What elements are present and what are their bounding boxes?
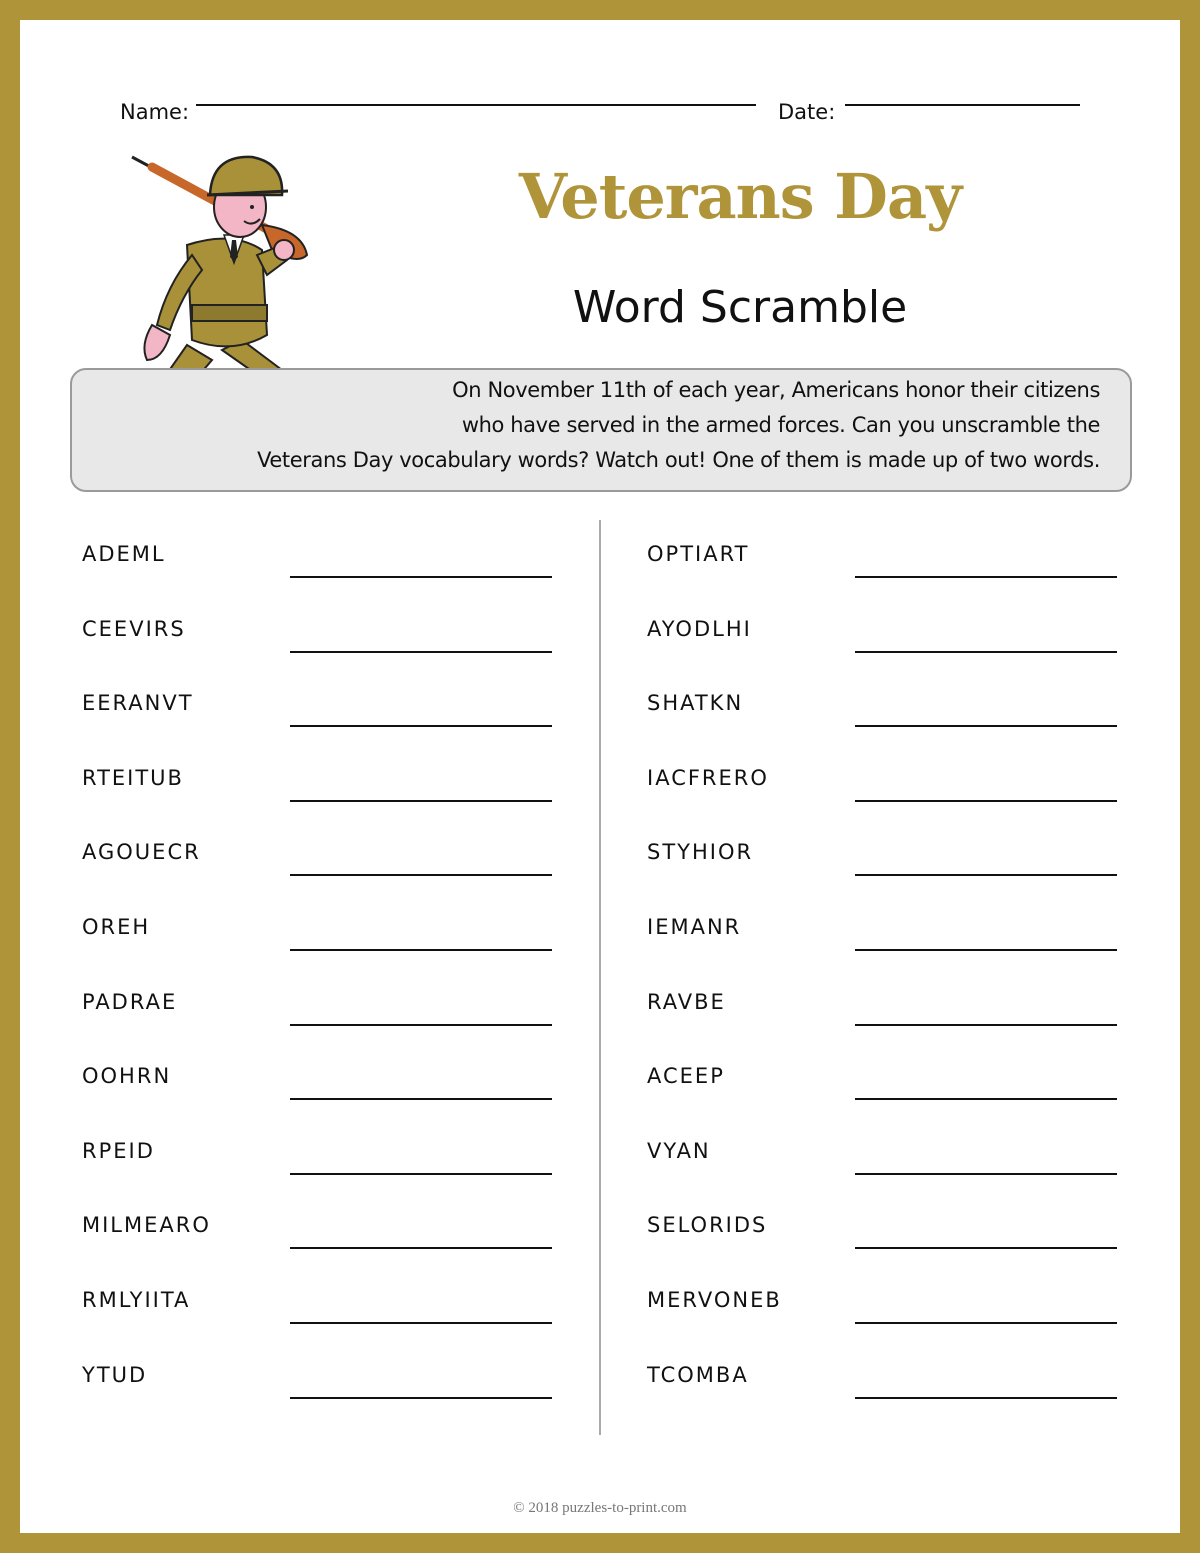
scrambled-word: SELORIDS — [647, 1213, 768, 1238]
scrambled-word: IEMANR — [647, 915, 742, 939]
answer-blank[interactable] — [290, 725, 552, 727]
scrambled-word: OREH — [82, 915, 151, 939]
answer-blank[interactable] — [855, 1397, 1117, 1399]
answer-blank[interactable] — [290, 1173, 552, 1175]
worksheet-subtitle: Word Scramble — [572, 282, 908, 333]
scrambled-word: RMLYIITA — [82, 1288, 191, 1312]
scrambled-word: AYODLHI — [647, 616, 752, 641]
scrambled-word: PADRAE — [82, 989, 178, 1014]
answer-blank[interactable] — [290, 651, 552, 653]
scrambled-word: STYHIOR — [647, 840, 754, 865]
answer-blank[interactable] — [855, 800, 1117, 802]
answer-blank[interactable] — [290, 949, 552, 951]
answer-blank[interactable] — [855, 1173, 1117, 1175]
scrambled-word: VYAN — [647, 1138, 711, 1163]
answer-blank[interactable] — [290, 1397, 552, 1399]
answer-blank[interactable] — [290, 1098, 552, 1100]
answer-blank[interactable] — [855, 651, 1117, 653]
instructions-line-3: Veterans Day vocabulary words? Watch out! One of them is made up of two words. — [257, 448, 1100, 472]
worksheet-page — [20, 20, 1180, 1533]
answer-blank[interactable] — [290, 576, 552, 578]
answer-blank[interactable] — [290, 800, 552, 802]
date-label: Date: — [778, 100, 836, 124]
scrambled-word: CEEVIRS — [82, 616, 186, 641]
answer-blank[interactable] — [855, 949, 1117, 951]
scrambled-word: ADEML — [82, 542, 166, 566]
scrambled-word: RTEITUB — [82, 765, 184, 790]
instructions-line-2: who have served in the armed forces. Can you unscramble the — [461, 413, 1100, 437]
scrambled-word: EERANVT — [82, 691, 194, 716]
date-field[interactable] — [845, 104, 1080, 106]
name-label: Name: — [120, 100, 190, 124]
worksheet-title: Veterans Day — [518, 160, 962, 233]
instructions-box — [70, 368, 1132, 492]
scrambled-word: AGOUECR — [82, 840, 201, 865]
answer-blank[interactable] — [290, 874, 552, 876]
scrambled-word: OPTIART — [647, 542, 750, 566]
scrambled-word: OOHRN — [82, 1064, 172, 1089]
scrambled-word: ACEEP — [647, 1064, 725, 1089]
scrambled-word: IACFRERO — [647, 765, 769, 790]
answer-blank[interactable] — [855, 1322, 1117, 1324]
name-field[interactable] — [196, 104, 756, 106]
scrambled-word: SHATKN — [647, 691, 744, 716]
answer-blank[interactable] — [855, 874, 1117, 876]
answer-blank[interactable] — [855, 1024, 1117, 1026]
scrambled-word: MERVONEB — [647, 1288, 782, 1312]
answer-blank[interactable] — [290, 1322, 552, 1324]
answer-blank[interactable] — [855, 576, 1117, 578]
instructions-line-1: On November 11th of each year, Americans honor their citizens — [452, 378, 1100, 402]
copyright-footer: © 2018 puzzles-to-print.com — [513, 1500, 687, 1516]
answer-blank[interactable] — [290, 1247, 552, 1249]
scrambled-word: RAVBE — [647, 989, 726, 1014]
column-divider — [599, 520, 601, 1435]
scrambled-word: MILMEARO — [82, 1213, 211, 1238]
scrambled-word: YTUD — [82, 1362, 148, 1387]
answer-blank[interactable] — [290, 1024, 552, 1026]
answer-blank[interactable] — [855, 725, 1117, 727]
answer-blank[interactable] — [855, 1247, 1117, 1249]
answer-blank[interactable] — [855, 1098, 1117, 1100]
scrambled-word: RPEID — [82, 1138, 155, 1163]
scrambled-word: TCOMBA — [647, 1362, 749, 1387]
